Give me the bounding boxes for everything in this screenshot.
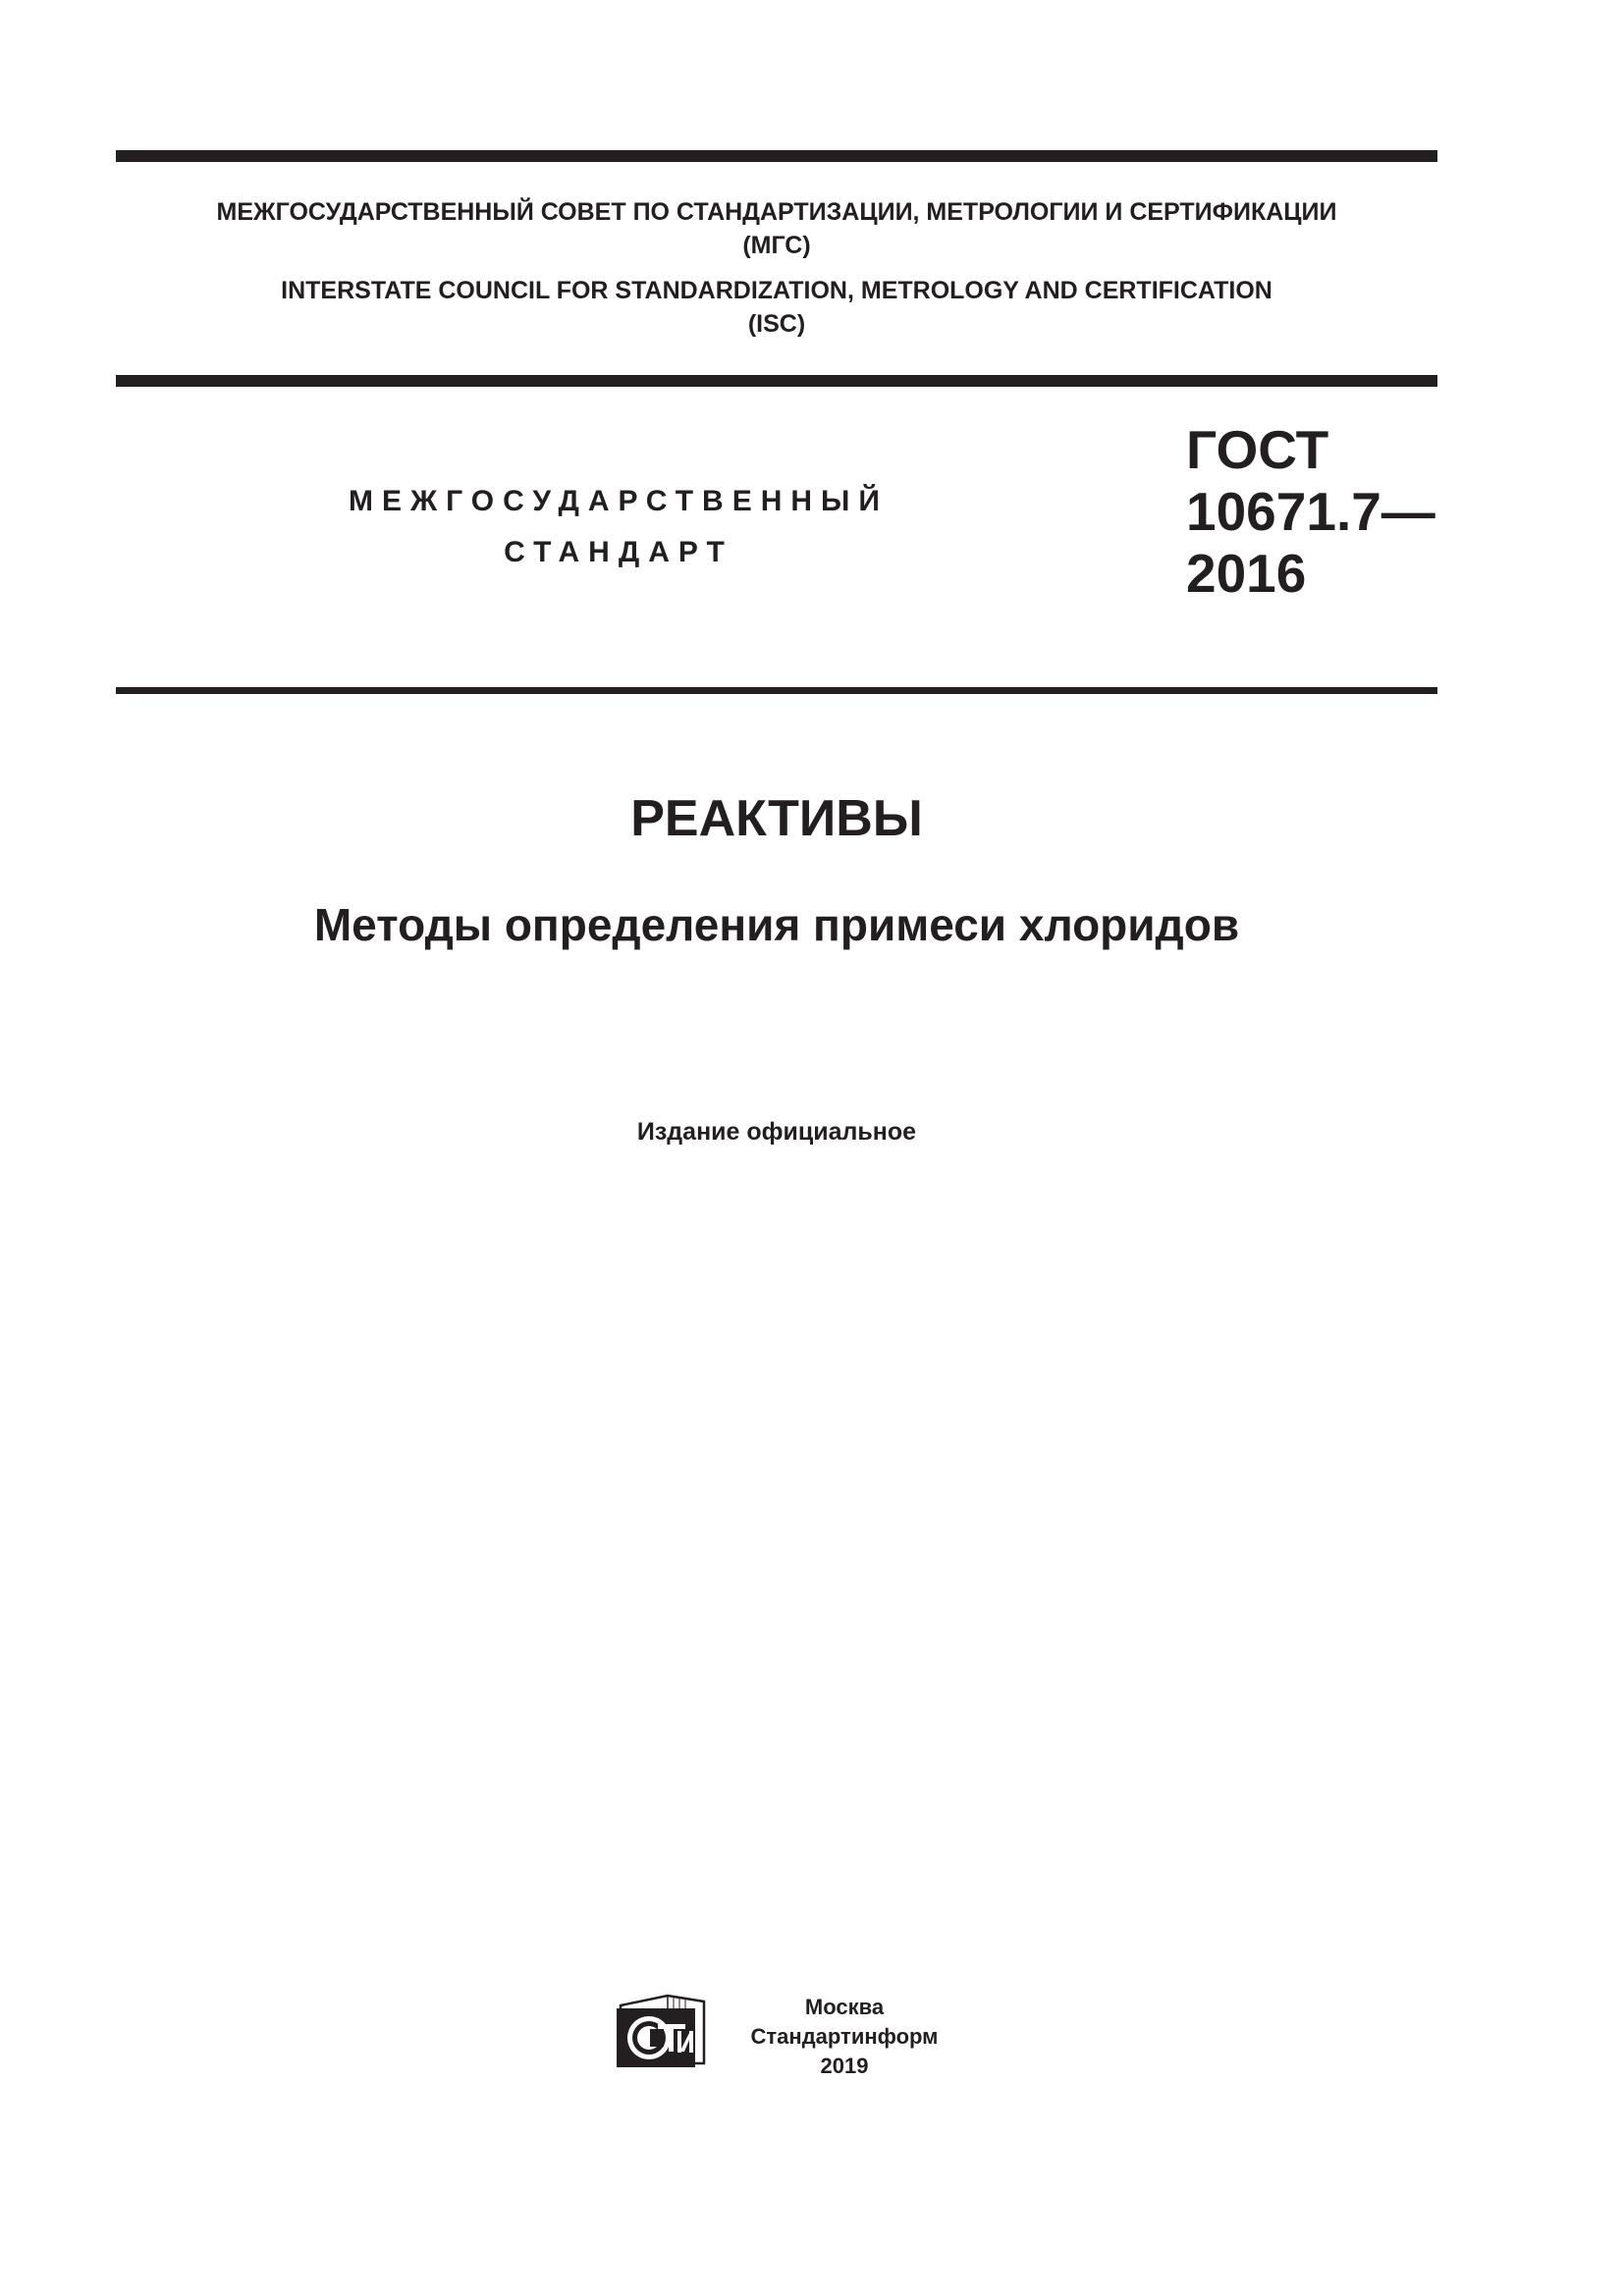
council-abbr-en: (ISC) [747,310,806,338]
council-name-en-line: INTERSTATE COUNCIL FOR STANDARDIZATION, METROLOGY AND CERTIFICATION [281,277,1272,304]
council-name-en [116,274,1437,341]
council-name-ru-line: МЕЖГОСУДАРСТВЕННЫЙ СОВЕТ ПО СТАНДАРТИЗАЦИИ, МЕТРОЛОГИИ И СЕРТИФИКАЦИИ [216,198,1337,226]
top-rule [116,150,1437,162]
designation-number: 10671.7— [1186,481,1435,542]
standard-kind [295,476,943,578]
document-title: РЕАКТИВЫ [630,790,923,847]
standard-kind-line2: СТАНДАРТ [504,536,733,568]
edition-label: Издание официальное [636,1118,917,1146]
standard-kind-line1: МЕЖГОСУДАРСТВЕННЫЙ [349,485,889,517]
imprint-publisher: Стандартинформ [750,2024,939,2049]
designation-prefix: ГОСТ [1186,419,1329,480]
council-abbr-ru: (МГС) [742,232,811,259]
document-subtitle: Методы определения примеси хлоридов [313,899,1240,950]
standard-designation [1186,419,1435,605]
imprint-city: Москва [804,1995,885,2019]
council-name-ru [116,195,1437,262]
imprint-year: 2019 [820,2054,869,2078]
imprint [722,1993,967,2081]
standartinform-logo-icon [615,1992,710,2069]
middle-rule [116,375,1437,387]
bottom-rule [116,687,1437,694]
designation-year: 2016 [1186,543,1307,604]
